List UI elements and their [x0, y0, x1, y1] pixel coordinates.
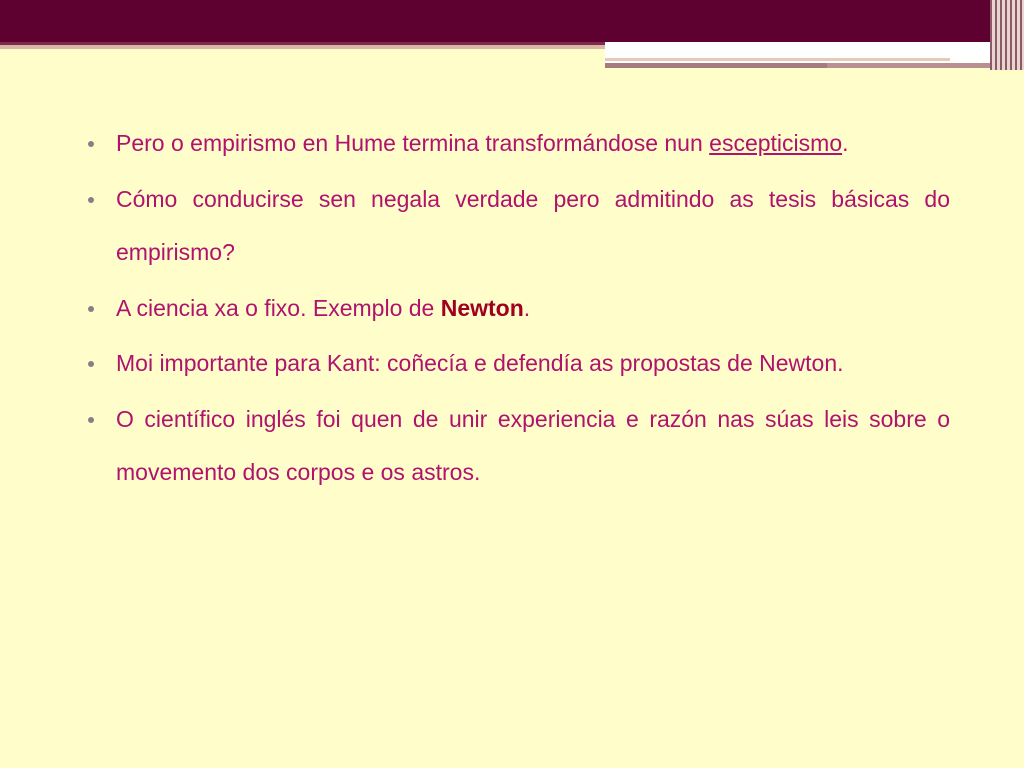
bullet-2-text: Cómo conducirse sen negala verdade pero admitindo as tesis básicas do empirismo?	[116, 185, 950, 265]
bullet-4-text: Moi importante para Kant: coñecía e defendía as propostas de Newton.	[116, 350, 844, 376]
bullet-1-end: .	[842, 130, 849, 156]
bullet-dot-icon	[88, 306, 94, 312]
header-accent-bar-right	[827, 63, 995, 68]
header-accent-bar-left	[605, 63, 827, 68]
bullet-3-text: A ciencia xa o fixo. Exemplo de	[116, 294, 441, 321]
bullet-5-text: O científico inglés foi quen de unir experiencia e razón nas súas leis sobre o movemento dos corpos e os astros.	[116, 405, 950, 485]
header-accent-line	[605, 58, 950, 61]
bullet-item-4	[88, 337, 950, 391]
header-band	[0, 0, 1024, 42]
header-rule-light	[0, 45, 605, 49]
bullet-dot-icon	[88, 361, 94, 367]
bullet-item-1	[88, 117, 950, 171]
bullet-item-5	[88, 393, 950, 500]
bullet-item-2	[88, 173, 950, 280]
bullet-dot-icon	[88, 417, 94, 423]
bullet-dot-icon	[88, 141, 94, 147]
bullet-1-text: Pero o empirismo en Hume termina transformándose nun	[116, 130, 710, 156]
bullet-3-end: .	[523, 294, 531, 321]
bullet-list	[88, 117, 950, 500]
escepticismo-link-text: escepticismo	[709, 130, 843, 156]
bullet-dot-icon	[88, 197, 94, 203]
slide-body	[88, 117, 950, 502]
bullet-item-3	[88, 282, 950, 336]
decorative-stripes	[990, 0, 1024, 70]
newton-emphasis: Newton	[440, 294, 524, 321]
